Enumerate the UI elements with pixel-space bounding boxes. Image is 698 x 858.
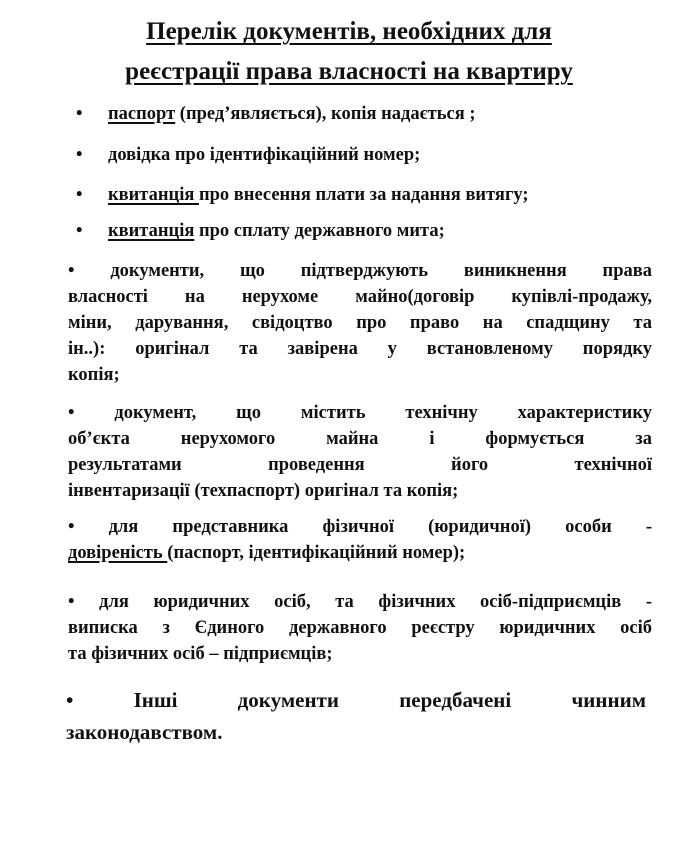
item-line: власності на нерухоме майно(договір купівлі-продажу, [68, 287, 652, 307]
list-item-technical-passport [68, 400, 652, 504]
item-line: • для представника фізичної (юридичної) особи - [68, 517, 652, 537]
item-link-passport: паспорт [108, 104, 176, 124]
bullet: • [76, 104, 83, 124]
item-line: • Інші документи передбачені чинним [66, 688, 646, 712]
item-line [68, 540, 652, 566]
item-link-receipt: квитанція [108, 185, 199, 205]
item-link-power-of-attorney: довіреність [68, 543, 168, 563]
item-line: ін..): оригінал та завірена у встановленому порядку [68, 339, 652, 359]
list-item-representative [68, 514, 652, 566]
item-line: результатами проведення його технічної [68, 455, 652, 475]
item-line: • для юридичних осіб, та фізичних осіб-підприємців - [68, 592, 652, 612]
list-item-receipt-duty [76, 219, 445, 243]
item-line: та фізичних осіб – підприємців; [68, 644, 333, 664]
item-line: інвентаризації (техпаспорт) оригінал та копія; [68, 481, 459, 501]
item-line: виписка з Єдиного державного реєстру юридичних осіб [68, 618, 652, 638]
item-line: • документи, що підтверджують виникнення права [68, 261, 652, 281]
item-line: законодавством. [66, 720, 223, 744]
list-item-id-certificate [76, 143, 420, 167]
list-item-passport [76, 102, 476, 126]
item-text: про сплату державного мита; [194, 221, 445, 241]
item-text: довідка про ідентифікаційний номер; [108, 145, 421, 165]
title-line-1: Перелік документів, необхідних для [146, 18, 552, 45]
list-item-receipt-extract [76, 183, 529, 207]
bullet: • [76, 185, 83, 205]
item-text: про внесення плати за надання витягу; [198, 185, 529, 205]
item-line: об’єкта нерухомого майна і формується за [68, 429, 652, 449]
item-text: (пред’являється), копія надається ; [175, 104, 476, 124]
item-line: копія; [68, 365, 120, 385]
document-title [0, 12, 698, 92]
item-line: міни, дарування, свідоцтво про право на спадщину та [68, 313, 652, 333]
item-text: (паспорт, ідентифікаційний номер); [167, 543, 466, 563]
bullet: • [76, 145, 83, 165]
list-item-other-documents [66, 684, 646, 748]
title-line-2: реєстрації права власності на квартиру [125, 58, 573, 85]
list-item-ownership-documents [68, 258, 652, 388]
item-link-receipt: квитанція [108, 221, 195, 241]
item-line: • документ, що містить технічну характеристику [68, 403, 652, 423]
list-item-registry-extract [68, 589, 652, 667]
bullet: • [76, 221, 83, 241]
